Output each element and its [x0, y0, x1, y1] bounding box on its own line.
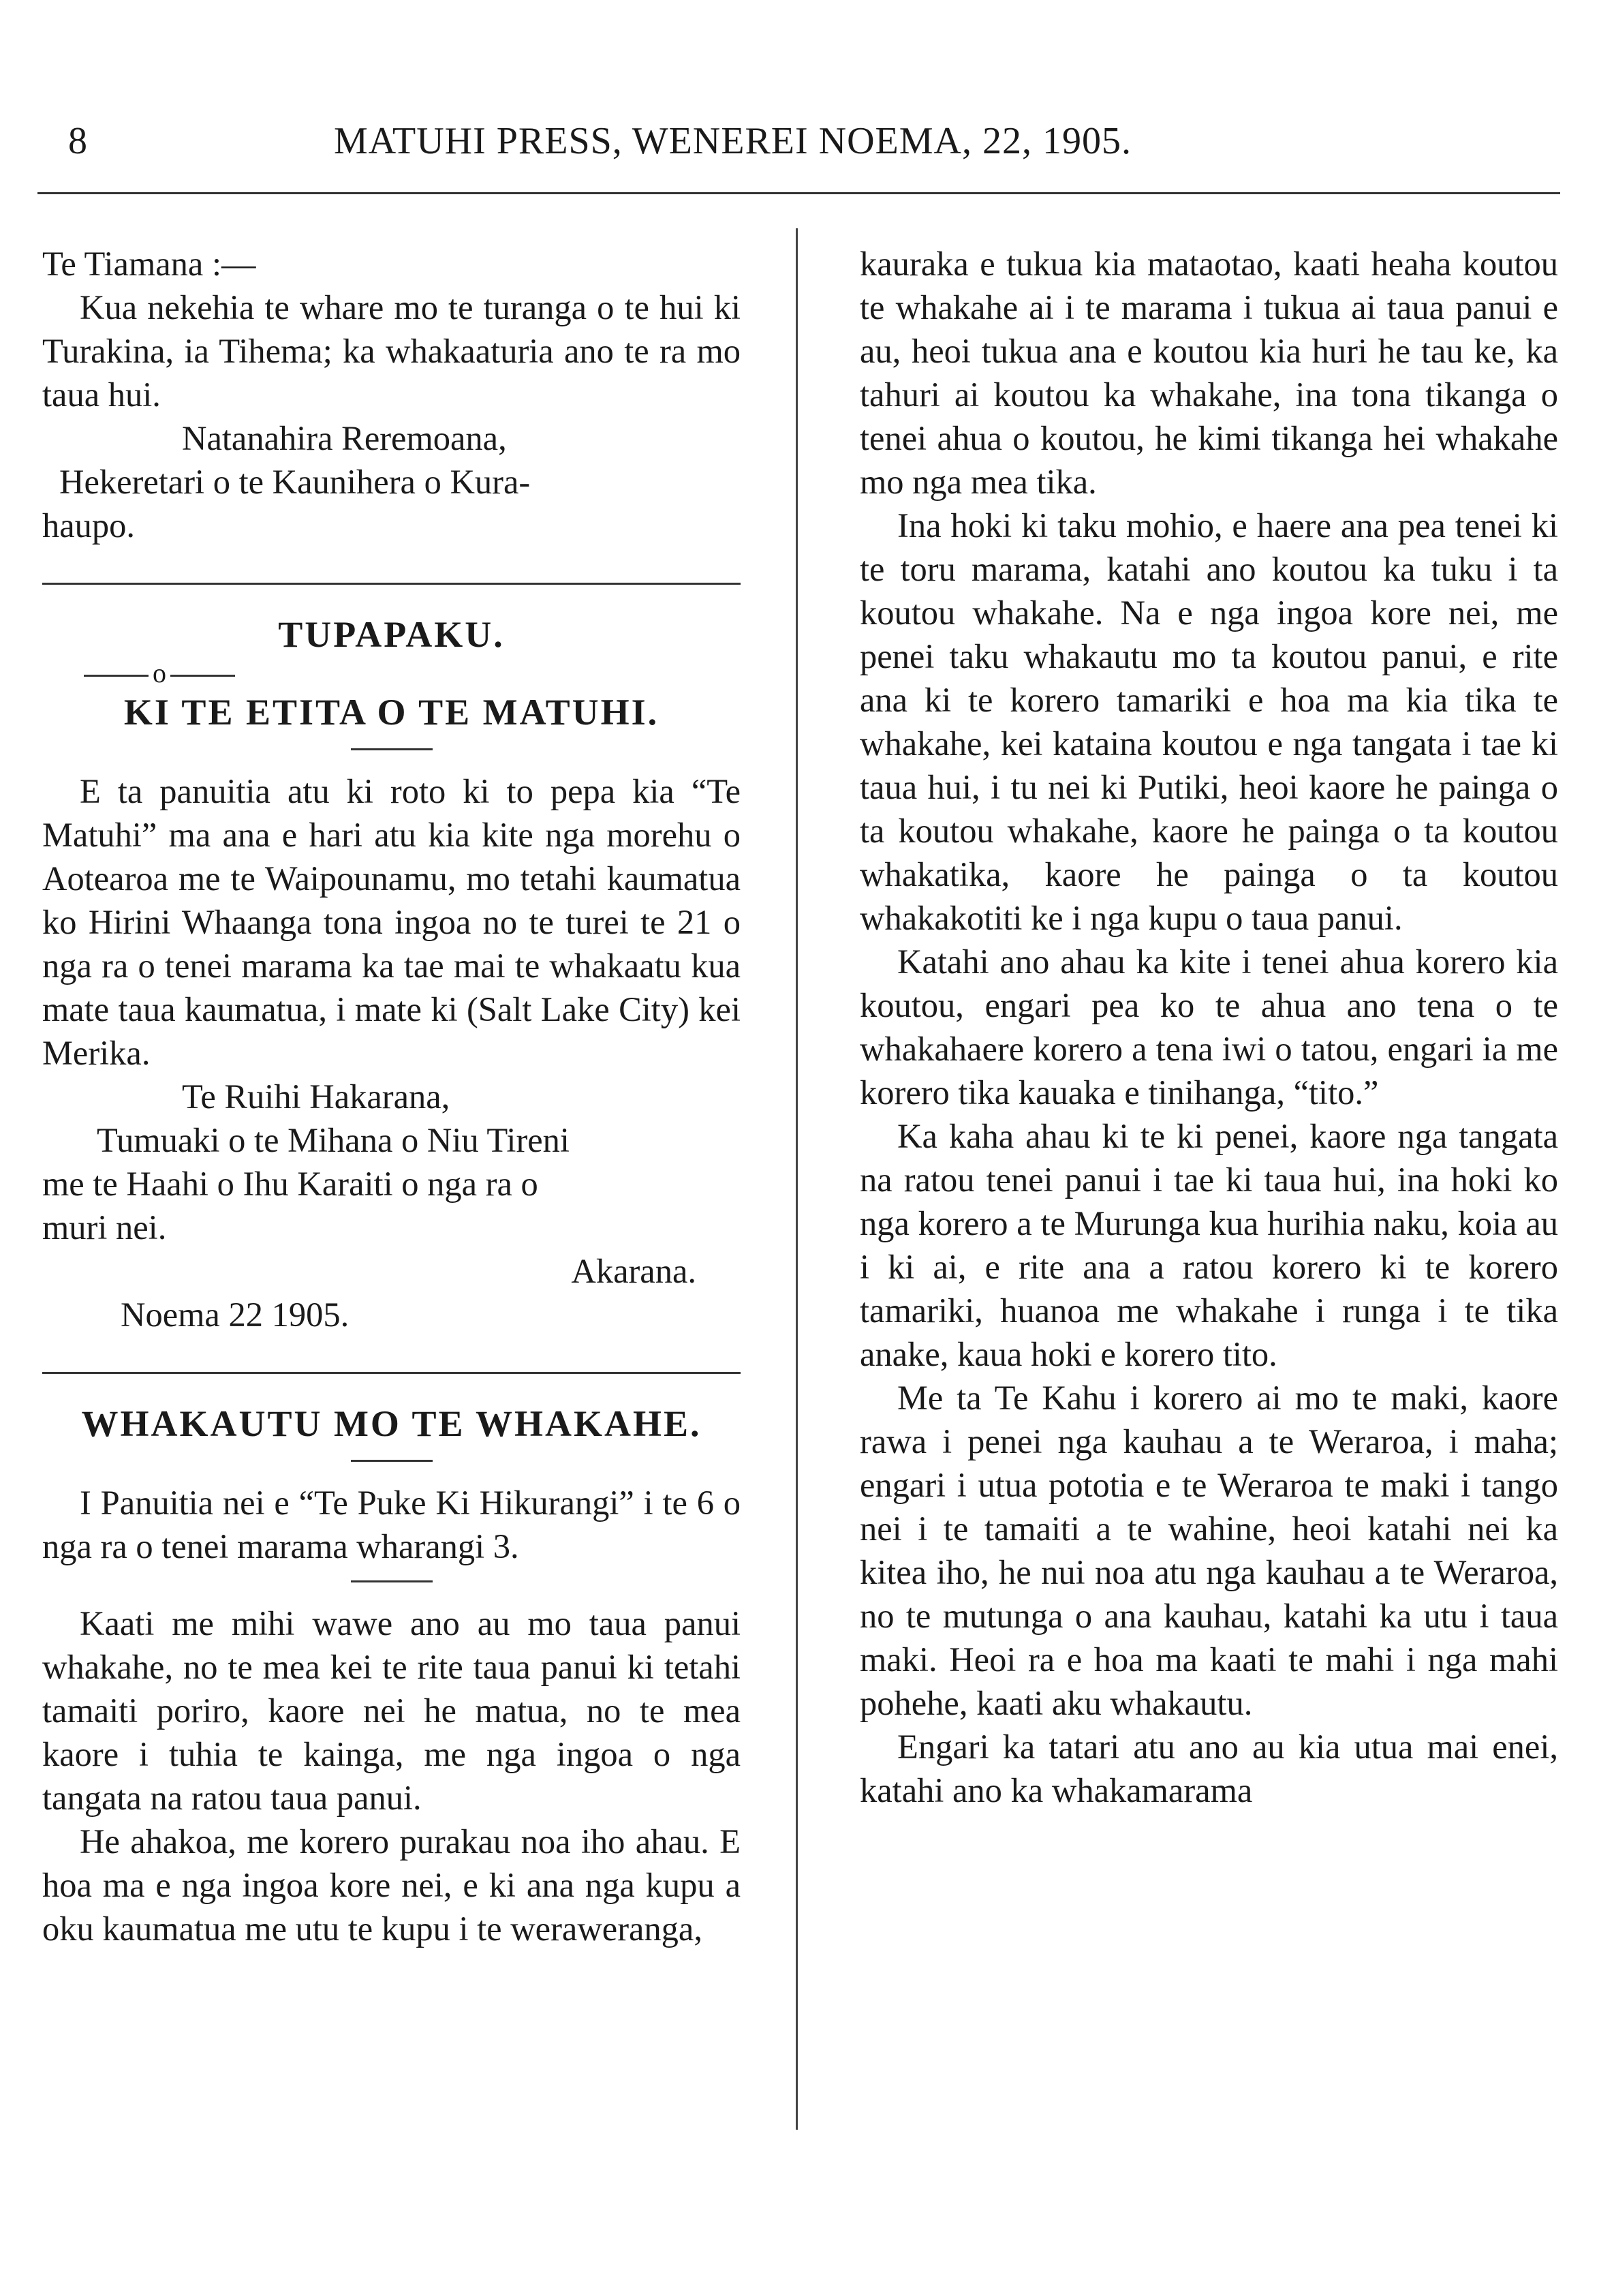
ornament-letter: o — [153, 658, 166, 688]
article-paragraph: Me ta Te Kahu i korero ai mo te maki, kaore rawa i penei nga kauhau a te Weraroa, i maha; engari i utua pototia e te Weraroa te maki i tango nei i te tamaiti a te wahine, heoi katahi nei ka kitea iho, he nui noa atu nga kauhau a te Weraroa, no te mutunga o ana kauhau, katahi ka utu i taua maki. Heoi ra e hoa ma kaati te mahi i nga mahi pohehe, kaati aku whakautu. — [860, 1379, 1558, 1722]
whakautu-section — [42, 1400, 741, 1950]
tupapaku-signature-title-line1: Tumuaki o te Mihana o Niu Tireni — [97, 1121, 570, 1159]
whakautu-paragraph: He ahakoa, me korero purakau noa iho ahau. E hoa ma e nga ingoa kore nei, e ki ana nga kupu a oku kaumatua me utu te kupu i te weraweranga, — [42, 1822, 741, 1948]
notice-signature-name: Natanahira Reremoana, — [182, 419, 507, 457]
whakautu-paragraph: Kaati me mihi wawe ano au mo taua panui whakahe, no te mea kei te rite taua panui ki tetahi tamaiti poriro, kaore nei he matua, no te mea kaore i tuhia te kainga, me nga ingoa o nga tangata na ratou taua panui. — [42, 1604, 741, 1817]
article-paragraph: Ka kaha ahau ki te ki penei, kaore nga tangata na ratou tenei panui i tae ki taua hui, ina hoki ko nga korero a te Murunga kua hurihia naku, koia au i ki ai, e rite ana a ratou korero ki te korero tamariki, huanoa me whakahe i runga i te tika anake, kaua hoki e korero tito. — [860, 1117, 1558, 1373]
notice-salutation: Te Tiamana :— — [42, 245, 256, 283]
article-paragraph: kauraka e tukua kia mataotao, kaati heaha koutou te whakahe ai i te marama i tukua ai taua panui e au, heoi tukua ana e koutou kia huri he tau ke, ka tahuri ai koutou ka whakahe, ina tona tikanga o tenei ahua o koutou, he kimi tikanga hei whakahe mo nga mea tika. — [860, 245, 1558, 501]
notice-body: Kua nekehia te whare mo te turanga o te hui ki Turakina, ia Tihema; ka whakaaturia ano te ra mo taua hui. — [42, 288, 741, 414]
heading-ornament — [42, 658, 741, 688]
notice-signature-title-line1: Hekeretari o te Kaunihera o Kura- — [59, 463, 531, 501]
section-divider — [42, 583, 741, 585]
short-divider — [351, 748, 433, 750]
short-divider — [351, 1580, 433, 1582]
tupapaku-heading: TUPAPAKU. — [278, 614, 505, 655]
article-paragraph: Engari ka tatari atu ano au kia utua mai enei, katahi ano ka whakamarama — [860, 1728, 1558, 1809]
tupapaku-date: Noema 22 1905. — [121, 1296, 350, 1334]
tupapaku-place: Akarana. — [571, 1252, 696, 1290]
article-paragraph: Katahi ano ahau ka kite i tenei ahua korero kia koutou, engari pea ko te ahua ano tena o te whakahaere korero a tena iwi o tatou, engari ia me korero tika kauaka e tinihanga, “tito.” — [860, 943, 1558, 1112]
page-number: 8 — [68, 120, 88, 162]
ornament-dash — [84, 675, 149, 677]
tupapaku-signature-title-line2: me te Haahi o Ihu Karaiti o nga ra o — [42, 1165, 538, 1203]
column-divider — [796, 228, 798, 2130]
notice-section — [42, 242, 741, 547]
masthead-title: MATUHI PRESS, WENEREI NOEMA, 22, 1905. — [334, 120, 1132, 162]
right-column — [860, 242, 1558, 1812]
whakautu-heading: WHAKAUTU MO TE WHAKAHE. — [81, 1403, 702, 1444]
ornament-dash — [170, 675, 235, 677]
tupapaku-subheading: KI TE ETITA O TE MATUHI. — [123, 692, 659, 733]
tupapaku-signature-title-line3: muri nei. — [42, 1208, 167, 1246]
article-paragraph: Ina hoki ki taku mohio, e haere ana pea tenei ki te toru marama, katahi ano koutou ka tuku i ta koutou whakahe. Na e nga ingoa kore nei, me penei taku whakautu mo ta koutou panui, e rite ana ki te korero tamariki e hoa ma kia tika te whakahe, kei kataina koutou e nga tangata i tae ki taua hui, i tu nei ki Putiki, heoi kaore he painga o ta koutou whakahe, kaore he painga o ta koutou whakatika, kaore he painga o ta koutou whakakotiti ke i nga kupu o taua panui. — [860, 506, 1558, 937]
short-divider — [351, 1460, 433, 1462]
running-head — [48, 119, 1567, 167]
left-column — [42, 242, 741, 1950]
section-divider — [42, 1372, 741, 1374]
tupapaku-section — [42, 611, 741, 1336]
header-rule — [37, 192, 1560, 194]
tupapaku-body: E ta panuitia atu ki roto ki to pepa kia “Te Matuhi” ma ana e hari atu kia kite nga morehu o Aotearoa me te Waipounamu, mo tetahi kaumatua ko Hirini Whaanga tona ingoa no te turei te 21 o nga ra o tenei marama ka tae mai te whakaatu kua mate taua kaumatua, i mate ki (Salt Lake City) kei Merika. — [42, 772, 741, 1072]
whakautu-intro: I Panuitia nei e “Te Puke Ki Hikurangi” i te 6 o nga ra o tenei marama wharangi 3. — [42, 1484, 741, 1565]
notice-signature-title-line2: haupo. — [42, 506, 136, 545]
tupapaku-signature-name: Te Ruihi Hakarana, — [182, 1077, 450, 1116]
notice-signature-title — [42, 460, 741, 547]
